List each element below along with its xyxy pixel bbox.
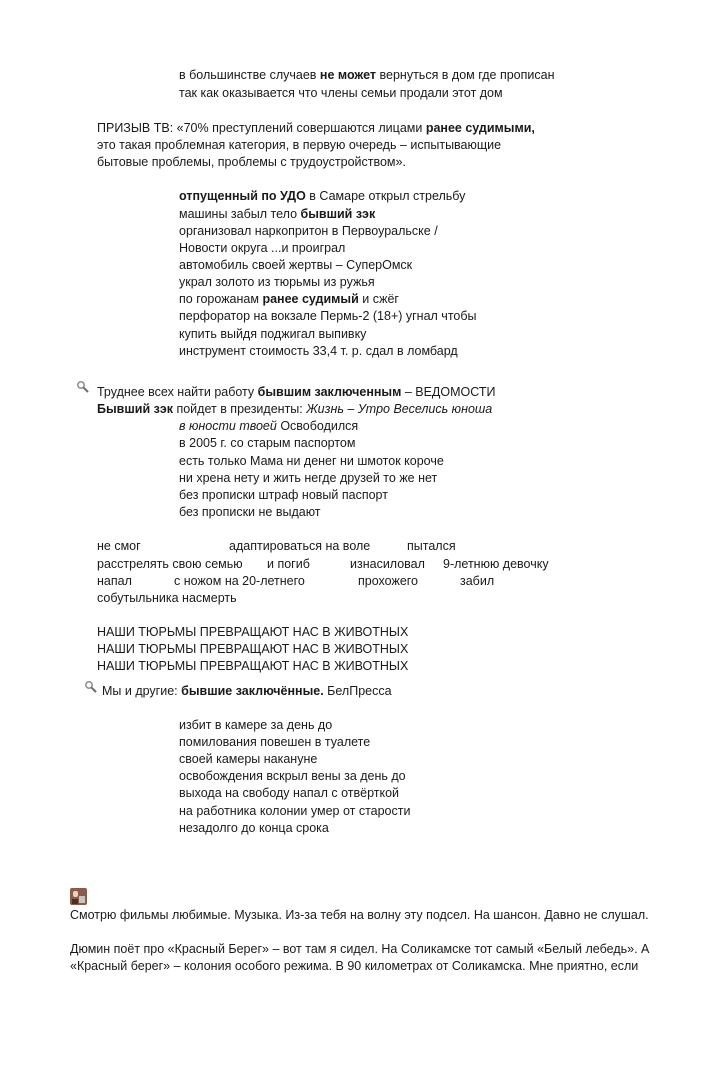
text-line [97, 384, 495, 401]
text-fragment: без прописки не выдают [179, 505, 321, 519]
text-line: «Красный берег» – колония особого режима. В 90 километрах от Соликамска. Мне приятно, если [70, 959, 639, 973]
word: не смог [97, 539, 141, 553]
text-fragment: БелПресса [323, 684, 392, 698]
text-fragment: и сжёг [358, 292, 399, 306]
text-line [179, 803, 410, 820]
text-fragment: Освободился [276, 419, 359, 433]
text-line [179, 504, 321, 521]
refrain-line: НАШИ ТЮРЬМЫ ПРЕВРАЩАЮТ НАС В ЖИВОТНЫХ [97, 625, 409, 639]
text-fragment: освобождения вскрыл вены за день до [179, 769, 406, 783]
word: прохожего [358, 574, 419, 588]
text-line [179, 418, 358, 435]
text-fragment: ПРИЗЫВ ТВ: «70% преступлений совершаются лицами [97, 121, 426, 135]
text-line [179, 751, 317, 768]
text-fragment: в большинстве случаев [179, 68, 320, 82]
text-fragment: бытовые проблемы, проблемы с трудоустройством». [97, 155, 406, 169]
text-line [179, 717, 332, 734]
text-line [179, 470, 437, 487]
word: собутыльника насмерть [97, 591, 237, 605]
text-line [179, 343, 458, 360]
text-fragment: помилования повешен в туалете [179, 735, 371, 749]
text-fragment: Труднее всех найти работу [97, 385, 258, 399]
refrain-line: НАШИ ТЮРЬМЫ ПРЕВРАЩАЮТ НАС В ЖИВОТНЫХ [97, 659, 409, 673]
text-line: Смотрю фильмы любимые. Музыка. Из-за тебя на волну эту подсел. На шансон. Давно не слушал. [70, 908, 649, 922]
italic-fragment: в юности твоей [179, 419, 277, 433]
bold-fragment: не может [319, 68, 377, 82]
word: изнасиловал [350, 557, 425, 571]
text-fragment: по горожанам [179, 292, 263, 306]
text-fragment: – ВЕДОМОСТИ [401, 385, 496, 399]
bold-fragment: Бывший зэк [97, 402, 173, 416]
text-fragment: вернуться в дом где прописан [376, 68, 555, 82]
text-line [179, 487, 388, 504]
word: 9-летнюю девочку [443, 557, 549, 571]
text-fragment: – [343, 402, 358, 416]
refrain-line: НАШИ ТЮРЬМЫ ПРЕВРАЩАЮТ НАС В ЖИВОТНЫХ [97, 642, 409, 656]
text-fragment: перфоратор на вокзале Пермь-2 (18+) угнал чтобы [179, 309, 477, 323]
text-fragment: украл золото из тюрьмы из ружья [179, 275, 375, 289]
text-line [179, 85, 503, 102]
text-line [102, 683, 392, 700]
text-fragment: своей камеры накануне [179, 752, 318, 766]
text-fragment: на работника колонии умер от старости [179, 804, 411, 818]
text-fragment: машины забыл тело [179, 207, 301, 221]
bold-fragment: бывшим заключенным [257, 385, 402, 399]
text-fragment: без прописки штраф новый паспорт [179, 488, 388, 502]
text-fragment: избит в камере за день до [179, 718, 333, 732]
text-line [179, 768, 406, 785]
text-fragment: организовал наркопритон в Первоуральске / [179, 224, 438, 238]
text-line [179, 257, 412, 274]
text-line [179, 291, 399, 308]
text-fragment: в 2005 г. со старым паспортом [179, 436, 356, 450]
text-line [179, 206, 375, 223]
text-fragment: пойдет в президенты: [172, 402, 307, 416]
text-fragment: инструмент стоимость 33,4 т. р. сдал в ломбард [179, 344, 458, 358]
bold-fragment: бывший зэк [300, 207, 376, 221]
text-fragment: незадолго до конца срока [179, 821, 329, 835]
word: и погиб [267, 557, 310, 571]
text-line [179, 326, 366, 343]
bold-fragment: ранее судимыми, [425, 121, 535, 135]
italic-fragment: Жизнь [306, 402, 344, 416]
text-line [97, 401, 492, 418]
text-line [97, 137, 501, 154]
text-fragment: есть только Мама ни денег ни шмоток короче [179, 454, 444, 468]
text-fragment: Мы и другие: [102, 684, 182, 698]
text-line [179, 820, 329, 837]
text-line: Дюмин поёт про «Красный Берег» – вот там я сидел. На Соликамске тот самый «Белый лебедь». А [70, 942, 650, 956]
word: напал [97, 574, 132, 588]
text-fragment: ни хрена нету и жить негде друзей то же нет [179, 471, 438, 485]
word: адаптироваться на воле [229, 539, 371, 553]
text-line [97, 154, 406, 171]
text-line [179, 453, 444, 470]
text-fragment: выхода на свободу напал с отвёрткой [179, 786, 400, 800]
word: расстрелять свою семью [97, 557, 243, 571]
text-line [179, 67, 554, 84]
text-line [179, 734, 370, 751]
text-line [179, 274, 375, 291]
magnifier-icon [76, 380, 90, 394]
text-fragment: автомобиль своей жертвы – СуперОмск [179, 258, 413, 272]
text-line [179, 188, 465, 205]
bold-fragment: бывшие заключённые. [181, 684, 324, 698]
word: с ножом на 20-летнего [174, 574, 305, 588]
text-line [179, 308, 477, 325]
text-line [179, 785, 399, 802]
text-fragment: в Самаре открыл стрельбу [305, 189, 466, 203]
text-line [97, 120, 535, 137]
word: пытался [407, 539, 456, 553]
bold-fragment: ранее судимый [262, 292, 359, 306]
bold-fragment: отпущенный по УДО [179, 189, 306, 203]
magnifier-icon [84, 680, 98, 694]
text-fragment: так как оказывается что члены семьи продали этот дом [179, 86, 503, 100]
word: забил [460, 574, 495, 588]
text-line [179, 240, 345, 257]
text-fragment: это такая проблемная категория, в первую очередь – испытывающие [97, 138, 502, 152]
text-fragment: Новости округа ...и проиграл [179, 241, 346, 255]
text-line [179, 435, 355, 452]
italic-fragment: Утро Веселись юноша [357, 402, 493, 416]
text-fragment: купить выйдя поджигал выпивку [179, 327, 367, 341]
text-line [179, 223, 438, 240]
photo-thumbnail-icon [70, 888, 87, 905]
